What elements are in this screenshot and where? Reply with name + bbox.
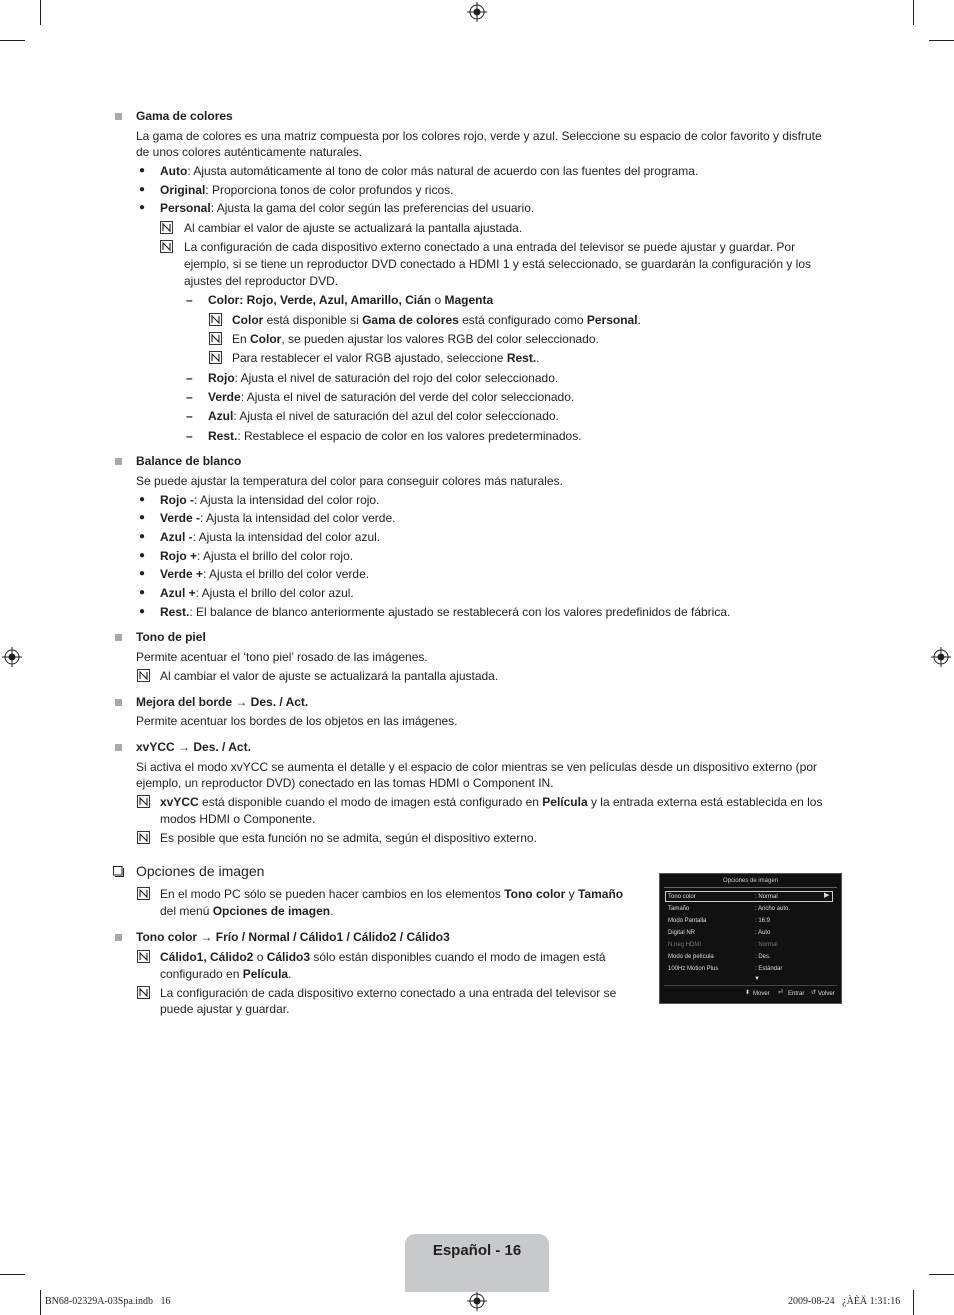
opciones-note-1: En el modo PC sólo se pueden hacer cambios en los elementos Tono color y Tamaño xyxy=(160,887,624,901)
section-title-opciones: Opciones de imagen xyxy=(136,863,265,879)
section-title-xvycc: xvYCC → Des. / Act. xyxy=(136,740,251,754)
sub-rest: Rest.: Restablece el espacio de color en los valores predeterminados. xyxy=(208,429,582,443)
bullet-icon: ● xyxy=(139,531,146,542)
balance-item: Azul +: Ajusta el brillo del color azul. xyxy=(160,586,354,600)
color-note-1: Color está disponible si Gama de colores está configurado como Personal. xyxy=(232,313,641,327)
enter-icon: ⏎ xyxy=(778,990,784,996)
balance-desc: Se puede ajustar la temperatura del color para conseguir colores más naturales. xyxy=(136,474,563,488)
color-note-2: En Color, se pueden ajustar los valores RGB del color seleccionado. xyxy=(232,332,599,346)
note-icon xyxy=(209,332,222,345)
tv-menu-row-label: Digital NR xyxy=(668,930,696,936)
section-square-icon xyxy=(115,934,122,941)
bullet-personal: Personal: Ajusta la gama del color según las preferencias del usuario. xyxy=(160,201,535,215)
tv-menu-row-label: N.neg HDMI xyxy=(668,942,702,948)
note-icon xyxy=(160,221,173,234)
checkbox-icon xyxy=(113,866,124,877)
tono-note-2b: puede ajustar y guardar. xyxy=(160,1002,290,1016)
dash-icon: – xyxy=(186,293,193,307)
opciones-note-1b: del menú Opciones de imagen. xyxy=(160,904,334,918)
tv-menu-row-label: Modo Pantalla xyxy=(668,918,707,924)
registration-mark-icon xyxy=(931,647,951,667)
balance-item: Rest.: El balance de blanco anteriormente ajustado se restablecerá con los valores predefinidos de fábrica. xyxy=(160,605,731,619)
xvycc-note-2: Es posible que esta función no se admita, según el dispositivo externo. xyxy=(160,831,537,845)
note-icon xyxy=(137,986,150,999)
bullet-original: Original: Proporciona tonos de color profundos y ricos. xyxy=(160,183,454,197)
piel-desc: Permite acentuar el ‘tono piel’ rosado de las imágenes. xyxy=(136,650,428,664)
section-square-icon xyxy=(115,699,122,706)
page-number: Español - 16 xyxy=(432,1242,522,1259)
section-square-icon xyxy=(115,744,122,751)
tv-menu-row-value: : Estándar xyxy=(755,966,783,972)
xvycc-note-1b: modos HDMI o Componente. xyxy=(160,812,316,826)
move-icon: ⬍ xyxy=(745,990,751,996)
note-text: La configuración de cada dispositivo externo conectado a una entrada del televisor se puede ajustar y guardar. Por xyxy=(184,240,796,254)
tv-menu-volver: Volver xyxy=(818,991,835,997)
tv-menu-row-value: : Normal xyxy=(755,942,778,948)
note-icon xyxy=(137,831,150,844)
crop-mark xyxy=(913,0,914,25)
sub-rojo: Rojo: Ajusta el nivel de saturación del rojo del color seleccionado. xyxy=(208,371,559,385)
down-arrow-icon: ▼ xyxy=(754,976,760,982)
footer-date: 2009-08-24 ¿ÀÈÄ 1:31:16 xyxy=(788,1296,901,1307)
note-text: ajustes del reproductor DVD. xyxy=(184,274,339,288)
tv-menu-row-label: Tamaño xyxy=(668,906,690,912)
bullet-icon: ● xyxy=(139,550,146,561)
crop-mark xyxy=(40,0,41,25)
crop-mark xyxy=(929,1274,954,1275)
tv-menu-row-label: Modo de película xyxy=(668,954,714,960)
registration-mark-icon xyxy=(467,1291,487,1311)
bullet-auto: Auto: Ajusta automáticamente al tono de color más natural de acuerdo con las fuentes del programa. xyxy=(160,164,699,178)
note-text: Al cambiar el valor de ajuste se actualizará la pantalla ajustada. xyxy=(160,669,499,683)
crop-mark xyxy=(0,40,25,41)
balance-item: Azul -: Ajusta la intensidad del color azul. xyxy=(160,530,381,544)
section-title-tono-color: Tono color → Frío / Normal / Cálido1 / Cálido2 / Cálido3 xyxy=(136,930,450,944)
bullet-icon: ● xyxy=(139,184,146,195)
balance-item: Verde -: Ajusta la intensidad del color verde. xyxy=(160,511,396,525)
xvycc-desc: Si activa el modo xvYCC se aumenta el detalle y el espacio de color mientras se ven películas desde un dispositivo externo (por xyxy=(136,760,818,774)
bullet-icon: ● xyxy=(139,587,146,598)
color-note-3: Para restablecer el valor RGB ajustado, seleccione Rest.. xyxy=(232,351,540,365)
tv-menu-screenshot xyxy=(659,873,842,1004)
balance-item: Verde +: Ajusta el brillo del color verde. xyxy=(160,567,370,581)
dash-icon: – xyxy=(186,429,193,443)
note-icon xyxy=(137,669,150,682)
tv-menu-row-value: : 16:9 xyxy=(755,918,771,924)
tv-menu-row-label: 100Hz Motion Plus xyxy=(668,966,719,972)
bullet-icon: ● xyxy=(139,494,146,505)
tv-menu-row-value: : Des. xyxy=(755,954,771,960)
crop-mark xyxy=(913,1290,914,1315)
crop-mark xyxy=(40,1290,41,1315)
section-title-borde: Mejora del borde → Des. / Act. xyxy=(136,695,309,709)
gama-desc: de unos colores auténticamente naturales. xyxy=(136,145,363,159)
tono-note-2: La configuración de cada dispositivo externo conectado a una entrada del televisor se xyxy=(160,986,617,1000)
tv-menu-row-value: : Normal xyxy=(755,894,778,900)
section-square-icon xyxy=(115,113,122,120)
tv-menu-entrar: Entrar xyxy=(788,991,805,997)
balance-item: Rojo -: Ajusta la intensidad del color rojo. xyxy=(160,493,380,507)
note-text: Al cambiar el valor de ajuste se actualizará la pantalla ajustada. xyxy=(184,221,523,235)
tv-menu-mover: Mover xyxy=(753,991,770,997)
section-title-piel: Tono de piel xyxy=(136,630,206,644)
tono-note-1b: configurado en Película. xyxy=(160,967,292,981)
section-square-icon xyxy=(115,458,122,465)
dash-icon: – xyxy=(186,371,193,385)
note-text: ejemplo, si se tiene un reproductor DVD conectado a HDMI 1 y está seleccionado, se guardarán la configuración y los xyxy=(184,257,812,271)
right-arrow-icon: ▶ xyxy=(824,892,830,899)
xvycc-desc: ejemplo, un reproductor DVD) conectado en las tomas HDMI o Component IN. xyxy=(136,776,554,790)
bullet-icon: ● xyxy=(139,512,146,523)
bullet-icon: ● xyxy=(139,202,146,213)
registration-mark-icon xyxy=(467,2,487,22)
footer-file: BN68-02329A-03Spa.indb 16 xyxy=(45,1296,171,1307)
section-square-icon xyxy=(115,634,122,641)
dash-icon: – xyxy=(186,390,193,404)
tv-menu-row-value: : Ancho auto. xyxy=(755,906,791,912)
tv-menu-row-value: : Auto xyxy=(755,930,771,936)
bullet-icon: ● xyxy=(139,165,146,176)
crop-mark xyxy=(929,40,954,41)
tv-menu-title: Opciones de imagen xyxy=(722,878,779,884)
sub-azul: Azul: Ajusta el nivel de saturación del azul del color seleccionado. xyxy=(208,409,559,423)
borde-desc: Permite acentuar los bordes de los objetos en las imágenes. xyxy=(136,714,458,728)
tono-note-1: Cálido1, Cálido2 o Cálido3 sólo están disponibles cuando el modo de imagen está xyxy=(160,950,606,964)
note-icon xyxy=(137,887,150,900)
note-icon xyxy=(160,240,173,253)
note-icon xyxy=(137,950,150,963)
return-icon: ↺ xyxy=(811,990,817,996)
sub-verde: Verde: Ajusta el nivel de saturación del verde del color seleccionado. xyxy=(208,390,575,404)
section-title-balance: Balance de blanco xyxy=(136,454,242,468)
xvycc-note-1: xvYCC está disponible cuando el modo de imagen está configurado en Película y la entrada externa está establecida en los xyxy=(160,795,823,809)
tv-menu-divider xyxy=(664,887,837,888)
tv-menu-row-label: Tono color xyxy=(668,894,696,900)
gama-desc: La gama de colores es una matriz compuesta por los colores rojo, verde y azul. Seleccione su espacio de color favorito y disfrute xyxy=(136,129,822,143)
bullet-icon: ● xyxy=(139,568,146,579)
registration-mark-icon xyxy=(2,647,22,667)
note-icon xyxy=(137,795,150,808)
section-title-gama: Gama de colores xyxy=(136,109,233,123)
bullet-icon: ● xyxy=(139,606,146,617)
tv-menu-divider xyxy=(664,985,837,986)
sub-color: Color: Rojo, Verde, Azul, Amarillo, Cián o Magenta xyxy=(208,293,494,307)
note-icon xyxy=(209,313,222,326)
note-icon xyxy=(209,351,222,364)
balance-item: Rojo +: Ajusta el brillo del color rojo. xyxy=(160,549,354,563)
crop-mark xyxy=(0,1274,25,1275)
dash-icon: – xyxy=(186,409,193,423)
